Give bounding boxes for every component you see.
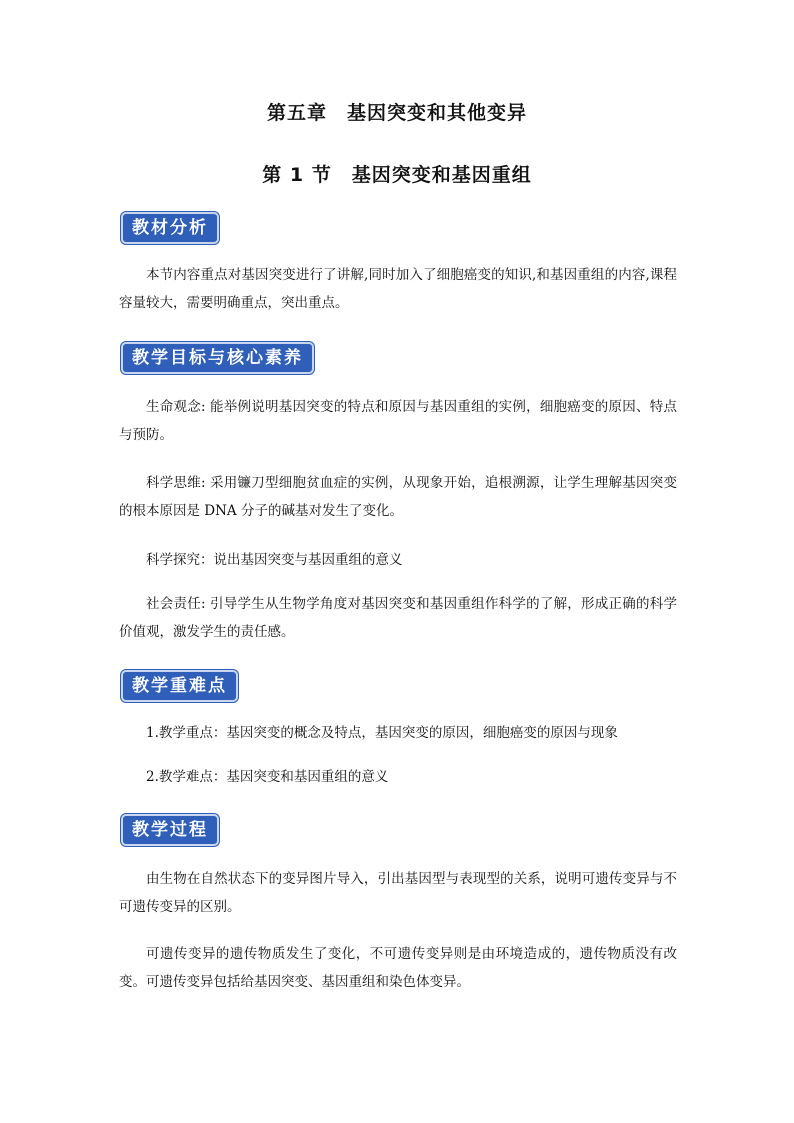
heading-badge-process: 教学过程 [121,814,219,846]
objective-paragraph-social-responsibility: 社会责任: 引导学生从生物学角度对基因突变和基因重组作科学的了解，形成正确的科学价值观，激发学生的责任感。 [119,596,677,640]
process-paragraph-2: 可遗传变异的遗传物质发生了变化，不可遗传变异则是由环境造成的，遗传物质没有改变。可遗传变异包括给基因突变、基因重组和染色体变异。 [119,946,677,990]
heading-badge-analysis: 教材分析 [121,212,219,244]
key-point-paragraph-2: 2.教学难点：基因突变和基因重组的意义 [146,769,389,785]
objective-paragraph-scientific-thinking: 科学思维: 采用镰刀型细胞贫血症的实例，从现象开始，追根溯源，让学生理解基因突变的根本原因是 DNA 分子的碱基对发生了变化。 [119,475,677,519]
key-point-paragraph-1: 1.教学重点：基因突变的概念及特点，基因突变的原因，细胞癌变的原因与现象 [146,725,618,741]
heading-badge-key-points: 教学重难点 [121,670,238,702]
process-paragraph-1: 由生物在自然状态下的变异图片导入，引出基因型与表现型的关系，说明可遗传变异与不可遗传变异的区别。 [119,871,677,915]
chapter-title: 第五章 基因突变和其他变异 [266,102,527,124]
heading-badge-objectives: 教学目标与核心素养 [121,342,314,374]
analysis-paragraph-1: 本节内容重点对基因突变进行了讲解,同时加入了细胞癌变的知识,和基因重组的内容,课程容量较大，需要明确重点，突出重点。 [119,267,677,311]
objective-paragraph-scientific-inquiry: 科学探究：说出基因突变与基因重组的意义 [146,552,403,568]
objective-paragraph-life-concept: 生命观念: 能举例说明基因突变的特点和原因与基因重组的实例，细胞癌变的原因、特点与预防。 [119,399,677,443]
section-title: 第 1 节 基因突变和基因重组 [262,164,532,186]
